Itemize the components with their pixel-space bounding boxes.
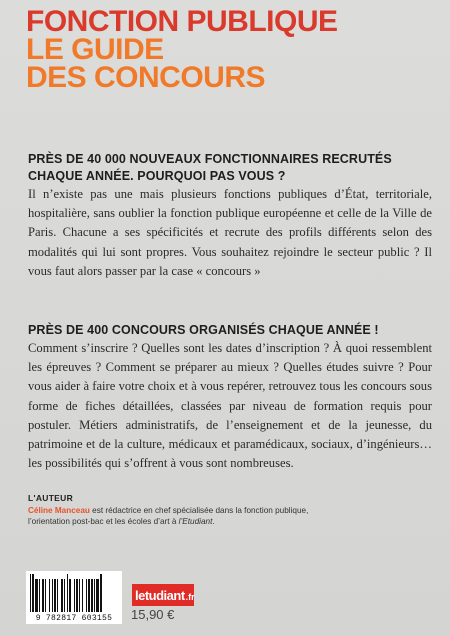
price-label: 15,90 € bbox=[131, 607, 175, 622]
section-body: Comment s’inscrire ? Quelles sont les dates d’inscription ? À quoi ressemblent les épreuves ? Comment se préparer au mieux ? Quelles études suivre ? Pour vous aider à faire votre choix et à vous repérer, retrouvez tous les concours sous forme de fiches détaillées, classées par niveau de formation requis pour postuler. Métiers administratifs, de l’enseignement et de la jeunesse, du patrimoine et de la culture, médicaux et paramédicaux, sociaux, d’ingénieurs… les possibilités qui s’offrent à vous sont nombreuses. bbox=[28, 341, 432, 471]
barcode-bar bbox=[102, 574, 103, 612]
publisher-logo bbox=[132, 584, 194, 606]
author-bio-part-1: est rédactrice en chef spécialisée dans la fonction publique, bbox=[89, 506, 309, 515]
heading-line-1: PRÈS DE 40 000 NOUVEAUX FONCTIONNAIRES RECRUTÉS bbox=[28, 152, 392, 166]
heading-line-2: CHAQUE ANNÉE. POURQUOI PAS VOUS ? bbox=[28, 169, 286, 183]
author-bio bbox=[28, 505, 328, 527]
author-name: Céline Manceau bbox=[28, 506, 90, 515]
magazine-name: l’Etudiant bbox=[178, 517, 213, 526]
section-heading: PRÈS DE 400 CONCOURS ORGANISÉS CHAQUE ANNÉE ! bbox=[28, 323, 379, 337]
logo-tld-text: .fr bbox=[185, 592, 195, 602]
barcode-bars bbox=[30, 574, 118, 612]
section-body: Il n’existe pas une mais plusieurs fonctions publiques d’État, territoriale, hospitalière, sans oublier la fonction publique européenne et celle de la Ville de Paris. Chacune a ses spécificités et recrute des profils différents selon des modalités qui lui sont propres. Vous souhaitez rejoindre le secteur public ? Il vous faut alors passer par la case « concours » bbox=[28, 187, 432, 278]
author-block bbox=[28, 493, 328, 527]
isbn-barcode bbox=[26, 571, 122, 624]
barcode-digits: 9 782817 603155 bbox=[35, 614, 113, 623]
author-heading: L'AUTEUR bbox=[28, 493, 74, 503]
logo-main-text: letudiant bbox=[135, 587, 185, 603]
section-heading bbox=[28, 151, 432, 185]
section-recruitment bbox=[28, 151, 432, 281]
title-line-2: LE GUIDE bbox=[26, 33, 164, 66]
cover-title bbox=[26, 5, 338, 94]
title-line-1: FONCTION PUBLIQUE bbox=[26, 5, 338, 38]
author-bio-end: . bbox=[212, 517, 215, 526]
section-concours bbox=[28, 322, 432, 473]
author-bio-part-2: l’orientation post-bac et les écoles d’art à bbox=[28, 517, 179, 526]
title-line-3: DES CONCOURS bbox=[26, 61, 266, 94]
